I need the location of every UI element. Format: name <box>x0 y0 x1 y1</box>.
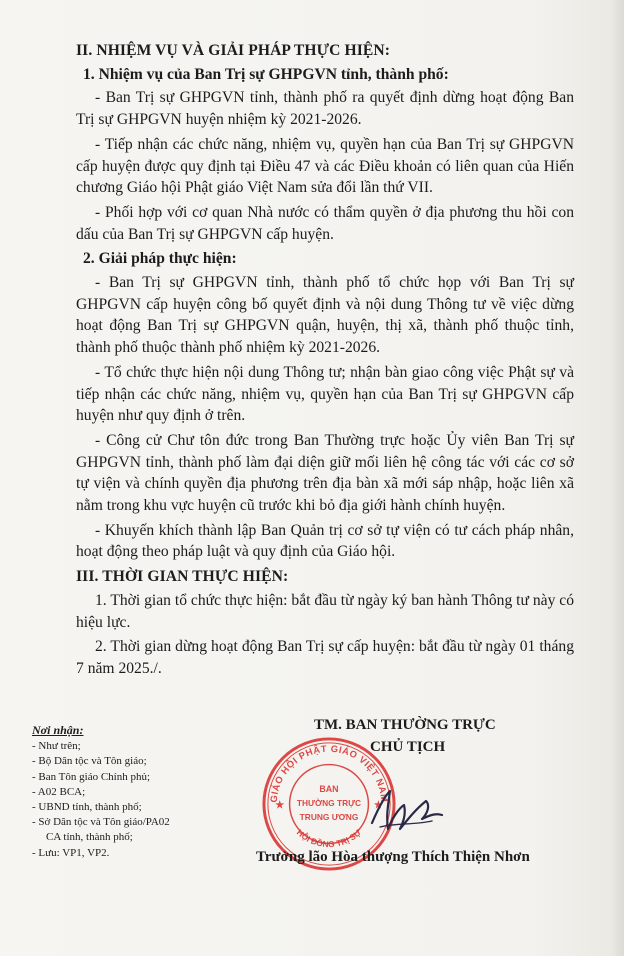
recipient-item: - Lưu: VP1, VP2. <box>32 846 110 859</box>
svg-text:HỘI ĐỒNG TRỊ SỰ: HỘI ĐỒNG TRỊ SỰ <box>294 827 364 850</box>
recipient-item: CA tỉnh, thành phố; <box>46 831 133 844</box>
recipient-item: - Sở Dân tộc và Tôn giáo/PA02 <box>32 816 170 829</box>
recipient-item: - Như trên; <box>32 740 81 753</box>
signer-title: CHỦ TỊCH <box>370 739 446 755</box>
paragraph: 2. Thời gian dừng hoạt động Ban Trị sự cấp huyện: bắt đầu từ ngày 01 tháng 7 năm 2025./. <box>76 638 574 677</box>
paragraph: - Ban Trị sự GHPGVN tỉnh, thành phố tổ chức họp với Ban Trị sự GHPGVN cấp huyện công bố quyết định và nội dung Thông tư về việc dừng hoạt động Ban Trị sự GHPGVN quận, huyện, thị xã, thành phố thuộc tỉnh, thành phố thuộc thành phố nhiệm kỳ 2021-2026. <box>76 274 574 357</box>
paragraph: - Ban Trị sự GHPGVN tỉnh, thành phố ra quyết định dừng hoạt động Ban Trị sự GHPGVN huyện nhiệm kỳ 2021-2026. <box>76 89 574 129</box>
svg-text:BAN: BAN <box>319 784 339 795</box>
subsection-heading-1: 1. Nhiệm vụ của Ban Trị sự GHPGVN tỉnh, thành phố: <box>83 65 449 83</box>
svg-text:GIÁO HỘI PHẬT GIÁO VIỆT NAM: GIÁO HỘI PHẬT GIÁO VIỆT NAM <box>268 743 390 803</box>
svg-text:★: ★ <box>275 799 285 811</box>
recipients-list <box>32 739 232 861</box>
page-edge-shadow <box>610 0 624 956</box>
paragraph: 1. Thời gian tổ chức thực hiện: bắt đầu từ ngày ký ban hành Thông tư này có hiệu lực. <box>76 591 574 631</box>
recipient-item: - UBND tỉnh, thành phố; <box>32 801 142 814</box>
document-body <box>76 40 574 683</box>
svg-text:★: ★ <box>373 799 383 811</box>
signer-organization: TM. BAN THƯỜNG TRỰC <box>314 717 496 733</box>
recipient-item: - Bộ Dân tộc và Tôn giáo; <box>32 755 147 768</box>
paragraph: - Khuyến khích thành lập Ban Quản trị cơ sở tự viện có tư cách pháp nhân, hoạt động theo pháp luật và quy định của Giáo hội. <box>76 521 574 561</box>
recipients-block <box>32 723 232 861</box>
paragraph: - Tổ chức thực hiện nội dung Thông tư; nhận bàn giao công việc Phật sự và tiếp nhận các chức năng, nhiệm vụ, quyền hạn của Ban Trị sự GHPGVN cấp huyện như quy định ở trên. <box>76 363 574 425</box>
signer-name: Trưởng lão Hòa thượng Thích Thiện Nhơn <box>256 849 530 865</box>
handwritten-signature-icon <box>366 779 446 839</box>
section-heading-3: III. THỜI GIAN THỰC HIỆN: <box>76 568 289 586</box>
recipient-item: - Ban Tôn giáo Chính phủ; <box>32 770 151 783</box>
paragraph: - Công cử Chư tôn đức trong Ban Thường trực hoặc Ủy viên Ban Trị sự GHPGVN tỉnh, thành phố làm đại diện giữ mối liên hệ công tác với các cơ sở tự viện và chính quyền địa phương trên địa bàn xã mới sáp nhập, hoặc liên xã nằm trong khu vực huyện cũ trước khi bỏ địa giới hành chính huyện. <box>76 431 574 515</box>
section-heading-2: II. NHIỆM VỤ VÀ GIẢI PHÁP THỰC HIỆN: <box>76 42 391 59</box>
svg-text:TRUNG ƯƠNG: TRUNG ƯƠNG <box>299 811 359 822</box>
subsection-heading-2: 2. Giải pháp thực hiện: <box>83 250 237 268</box>
signature-block <box>256 717 596 877</box>
recipients-title: Nơi nhận: <box>32 723 84 737</box>
paragraph: - Tiếp nhận các chức năng, nhiệm vụ, quyền hạn của Ban Trị sự GHPGVN cấp huyện được quy định tại Điều 47 và các Điều khoản có liên quan của Hiến chương Giáo hội Phật giáo Việt Nam sửa đổi lần thứ VII. <box>76 135 574 197</box>
recipient-item: - A02 BCA; <box>32 785 86 798</box>
paragraph: - Phối hợp với cơ quan Nhà nước có thẩm quyền ở địa phương thu hồi con dấu của Ban Trị sự GHPGVN cấp huyện. <box>76 203 574 243</box>
svg-text:THƯỜNG TRỰC: THƯỜNG TRỰC <box>296 797 362 808</box>
